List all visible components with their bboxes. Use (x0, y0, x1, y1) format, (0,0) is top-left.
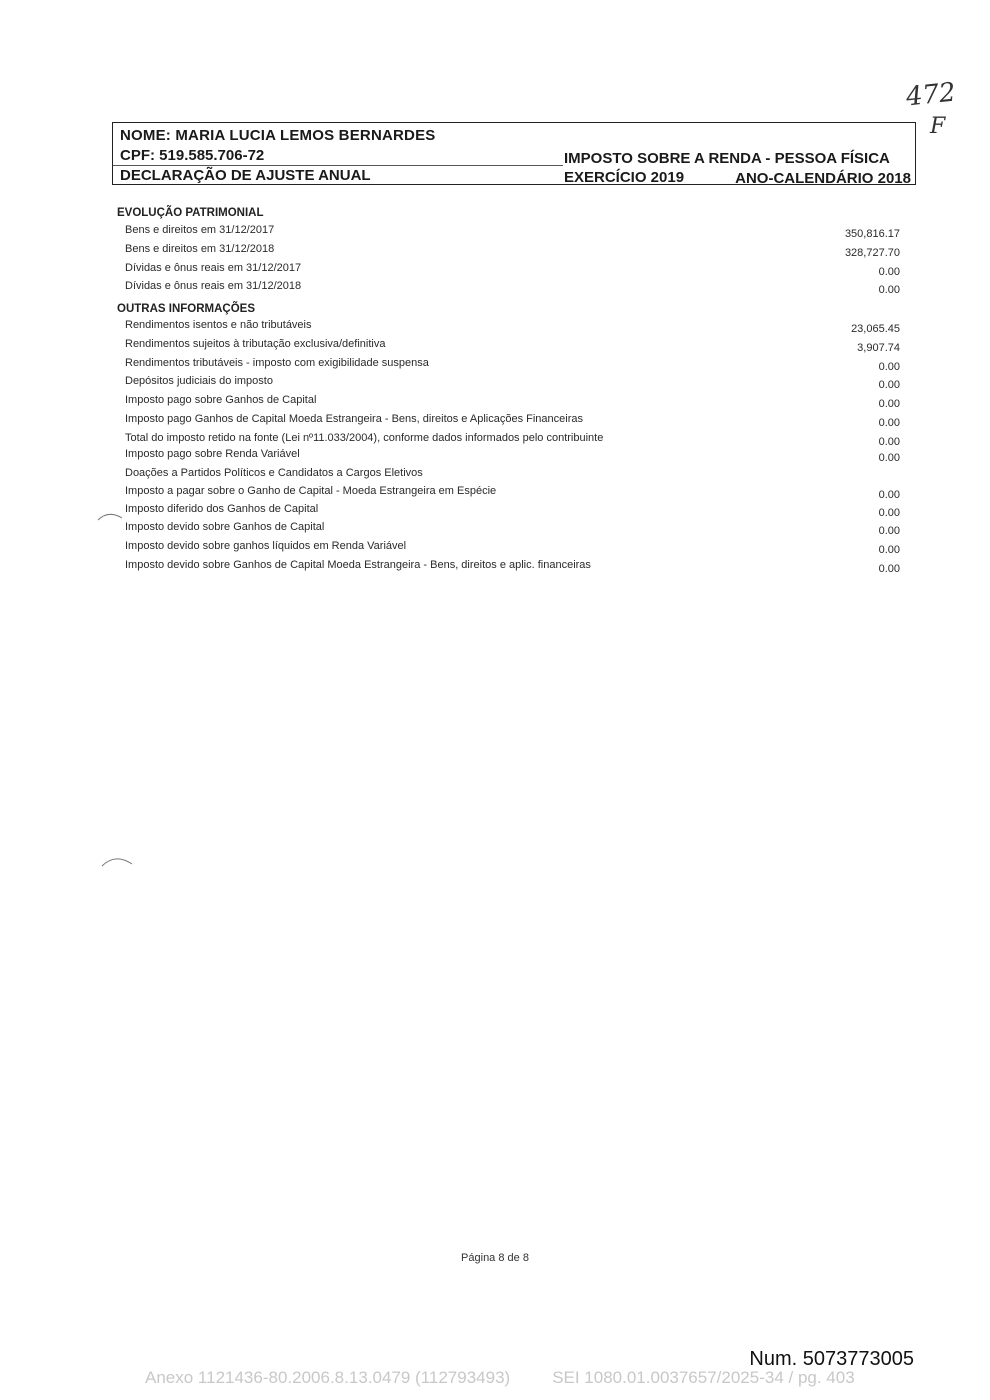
taxpayer-name: NOME: MARIA LUCIA LEMOS BERNARDES (120, 127, 436, 144)
table-row (125, 319, 900, 337)
row-label: Doações a Partidos Políticos e Candidatos a Cargos Eletivos (125, 467, 423, 479)
row-value: 0.00 (878, 398, 900, 410)
exercise-year: EXERCÍCIO 2019 (564, 169, 685, 186)
anexo-reference: Anexo 1121436-80.2006.8.13.0479 (112793493) (145, 1368, 511, 1387)
row-value: 0.00 (878, 417, 900, 429)
row-value: 0.00 (878, 544, 900, 556)
sei-reference: SEI 1080.01.0037657/2025-34 / pg. 403 (552, 1368, 855, 1387)
row-label: Bens e direitos em 31/12/2018 (125, 243, 275, 255)
row-value: 0.00 (878, 452, 900, 464)
scan-mark (100, 852, 136, 870)
page-number: Página 8 de 8 (461, 1252, 529, 1264)
row-value: 350,816.17 (844, 228, 900, 240)
row-label: Rendimentos isentos e não tributáveis (125, 319, 312, 331)
tax-title: IMPOSTO SOBRE A RENDA - PESSOA FÍSICA (564, 150, 890, 167)
row-value: 0.00 (878, 525, 900, 537)
row-value: 0.00 (878, 361, 900, 373)
row-label: Imposto pago Ganhos de Capital Moeda Estrangeira - Bens, direitos e Aplicações Financeiras (125, 413, 583, 425)
row-value: 0.00 (878, 436, 900, 448)
row-value: 0.00 (878, 379, 900, 391)
table-row (125, 448, 900, 466)
row-value: 3,907.74 (857, 342, 900, 354)
header-divider (113, 165, 563, 166)
row-label: Imposto pago sobre Ganhos de Capital (125, 394, 317, 406)
section-title-outras: OUTRAS INFORMAÇÕES (117, 303, 255, 315)
taxpayer-cpf: CPF: 519.585.706-72 (120, 147, 265, 164)
row-value: 0.00 (878, 266, 900, 278)
table-row (125, 224, 900, 242)
table-row (125, 521, 900, 539)
row-label: Dívidas e ônus reais em 31/12/2018 (125, 280, 302, 292)
row-label: Imposto a pagar sobre o Ganho de Capital - Moeda Estrangeira em Espécie (125, 485, 497, 497)
row-label: Bens e direitos em 31/12/2017 (125, 224, 275, 236)
row-value: 0.00 (878, 563, 900, 575)
row-value: 0.00 (878, 489, 900, 501)
row-value: 328,727.70 (844, 247, 900, 259)
scan-mark (96, 508, 126, 522)
handwritten-letter: F (930, 114, 946, 139)
row-label: Imposto devido sobre ganhos líquidos em Renda Variável (125, 540, 407, 552)
table-row (125, 413, 900, 431)
row-value: 0.00 (878, 284, 900, 296)
table-row (125, 280, 900, 298)
table-row (125, 338, 900, 356)
row-label: Imposto devido sobre Ganhos de Capital Moeda Estrangeira - Bens, direitos e aplic. financeiras (125, 559, 591, 571)
handwritten-page-number: 472 (904, 77, 958, 113)
table-row (125, 394, 900, 412)
calendar-year: ANO-CALENDÁRIO 2018 (735, 170, 911, 187)
table-row (125, 375, 900, 393)
table-row (125, 503, 900, 521)
table-row (125, 357, 900, 375)
row-label: Imposto devido sobre Ganhos de Capital (125, 521, 325, 533)
table-row (125, 467, 900, 485)
table-row (125, 262, 900, 280)
table-row (125, 485, 900, 503)
declaration-type: DECLARAÇÃO DE AJUSTE ANUAL (120, 167, 371, 184)
footer-stamp (145, 1368, 855, 1388)
section-title-evolucao: EVOLUÇÃO PATRIMONIAL (117, 207, 264, 219)
declaration-header (112, 122, 916, 185)
table-row (125, 243, 900, 261)
row-label: Depósitos judiciais do imposto (125, 375, 273, 387)
row-value: 0.00 (878, 507, 900, 519)
table-row (125, 540, 900, 558)
row-value: 23,065.45 (851, 323, 900, 335)
row-label: Imposto diferido dos Ganhos de Capital (125, 503, 319, 515)
row-label: Imposto pago sobre Renda Variável (125, 448, 300, 460)
row-label: Total do imposto retido na fonte (Lei nº11.033/2004), conforme dados informados pelo contribuinte (125, 432, 604, 444)
table-row (125, 559, 900, 577)
row-label: Rendimentos tributáveis - imposto com exigibilidade suspensa (125, 357, 429, 369)
document-number: Num. 5073773005 (749, 1348, 914, 1370)
row-label: Dívidas e ônus reais em 31/12/2017 (125, 262, 302, 274)
row-label: Rendimentos sujeitos à tributação exclusiva/definitiva (125, 338, 386, 350)
